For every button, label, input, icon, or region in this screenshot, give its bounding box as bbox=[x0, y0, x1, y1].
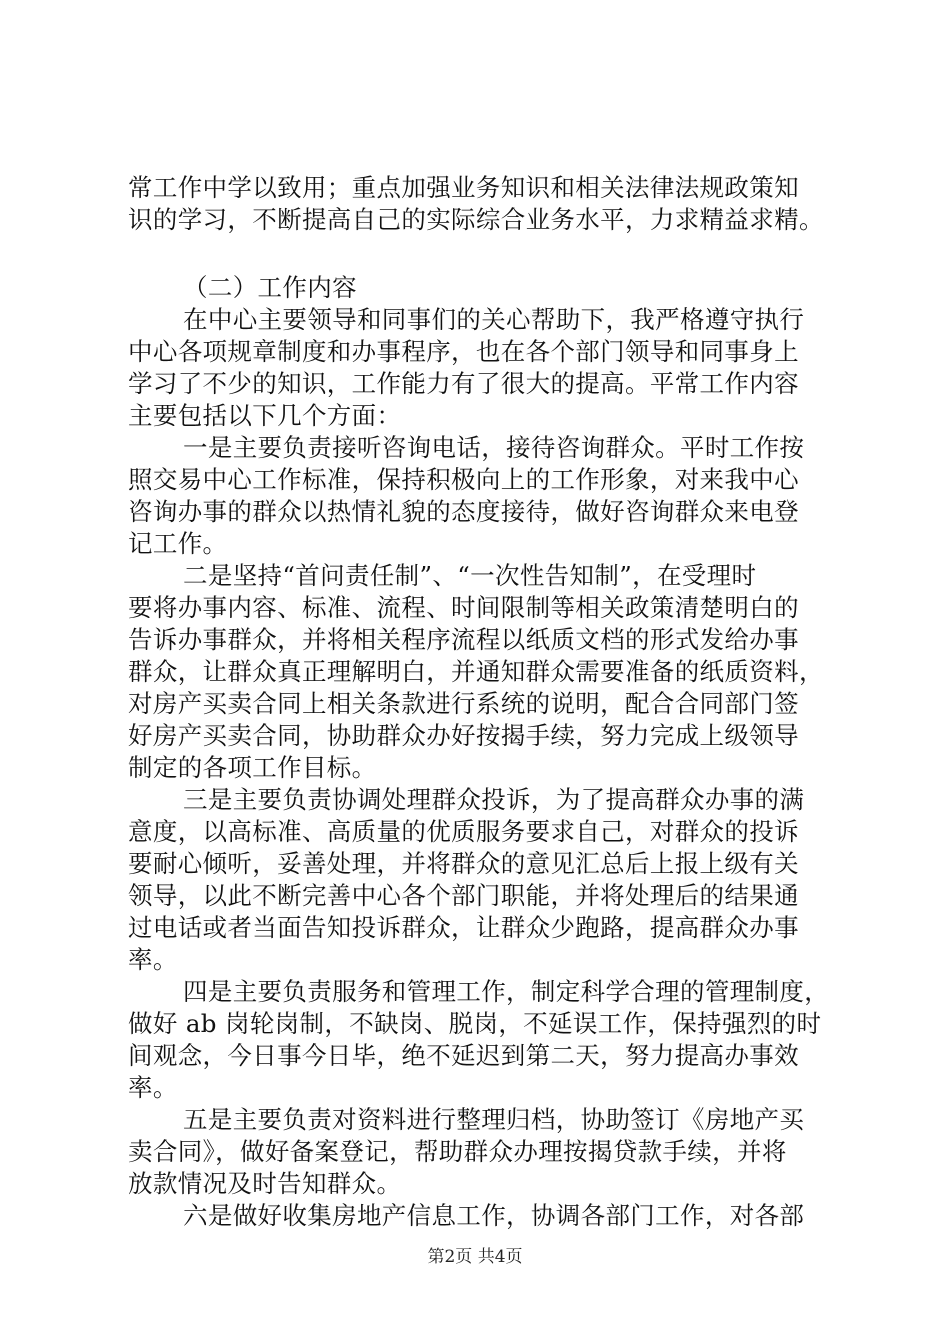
body-line: 群众，让群众真正理解明白，并通知群众需要准备的纸质资料， bbox=[128, 657, 824, 686]
paragraph-start: 五是主要负责对资料进行整理归档，协助签订《房地产买 bbox=[183, 1105, 805, 1134]
body-line: 卖合同》，做好备案登记，帮助群众办理按揭贷款手续，并将 bbox=[128, 1137, 787, 1166]
body-line: 领导，以此不断完善中心各个部门职能，并将处理后的结果通 bbox=[128, 881, 799, 910]
page-footer: 第2页 共4页 bbox=[427, 1247, 523, 1267]
body-line: 制定的各项工作目标。 bbox=[128, 753, 377, 782]
body-line: 中心各项规章制度和办事程序，也在各个部门领导和同事身上 bbox=[128, 337, 799, 366]
document-body bbox=[128, 172, 844, 1232]
body-line: 主要包括以下几个方面： bbox=[128, 401, 402, 430]
paragraph-start: 六是做好收集房地产信息工作，协调各部门工作，对各部 bbox=[183, 1201, 805, 1230]
body-line: 识的学习，不断提高自己的实际综合业务水平，力求精益求精。 bbox=[128, 205, 824, 234]
body-line: 告诉办事群众，并将相关程序流程以纸质文档的形式发给办事 bbox=[128, 625, 799, 654]
body-line: 过电话或者当面告知投诉群众，让群众少跑路，提高群众办事 bbox=[128, 913, 799, 942]
body-line: 咨询办事的群众以热情礼貌的态度接待，做好咨询群众来电登 bbox=[128, 497, 799, 526]
body-line: 意度，以高标准、高质量的优质服务要求自己，对群众的投诉 bbox=[128, 817, 799, 846]
paragraph-start: 二是坚持“首问责任制”、“一次性告知制”，在受理时 bbox=[183, 561, 757, 590]
body-line: 放款情况及时告知群众。 bbox=[128, 1169, 402, 1198]
body-line: 要将办事内容、标准、流程、时间限制等相关政策清楚明白的 bbox=[128, 593, 799, 622]
body-line: 记工作。 bbox=[128, 529, 228, 558]
body-line: 好房产买卖合同，协助群众办好按揭手续，努力完成上级领导 bbox=[128, 721, 799, 750]
body-line: 照交易中心工作标准，保持积极向上的工作形象，对来我中心 bbox=[128, 465, 799, 494]
section-heading: （二）工作内容 bbox=[183, 273, 357, 302]
paragraph-start: 三是主要负责协调处理群众投诉，为了提高群众办事的满 bbox=[183, 785, 805, 814]
paragraph-start: 四是主要负责服务和管理工作，制定科学合理的管理制度， bbox=[183, 977, 830, 1006]
paragraph-start: 一是主要负责接听咨询电话，接待咨询群众。平时工作按 bbox=[183, 433, 805, 462]
body-line: 率。 bbox=[128, 1073, 178, 1102]
body-line: 率。 bbox=[128, 945, 178, 974]
body-line: 常工作中学以致用；重点加强业务知识和相关法律法规政策知 bbox=[128, 173, 799, 202]
body-line: 要耐心倾听，妥善处理，并将群众的意见汇总后上报上级有关 bbox=[128, 849, 799, 878]
body-line: 做好 ab 岗轮岗制，不缺岗、脱岗，不延误工作，保持强烈的时 bbox=[128, 1009, 822, 1038]
body-line: 学习了不少的知识，工作能力有了很大的提高。平常工作内容 bbox=[128, 369, 799, 398]
paragraph-start: 在中心主要领导和同事们的关心帮助下，我严格遵守执行 bbox=[183, 305, 805, 334]
body-line: 间观念，今日事今日毕，绝不延迟到第二天，努力提高办事效 bbox=[128, 1041, 799, 1070]
body-line: 对房产买卖合同上相关条款进行系统的说明，配合合同部门签 bbox=[128, 689, 799, 718]
